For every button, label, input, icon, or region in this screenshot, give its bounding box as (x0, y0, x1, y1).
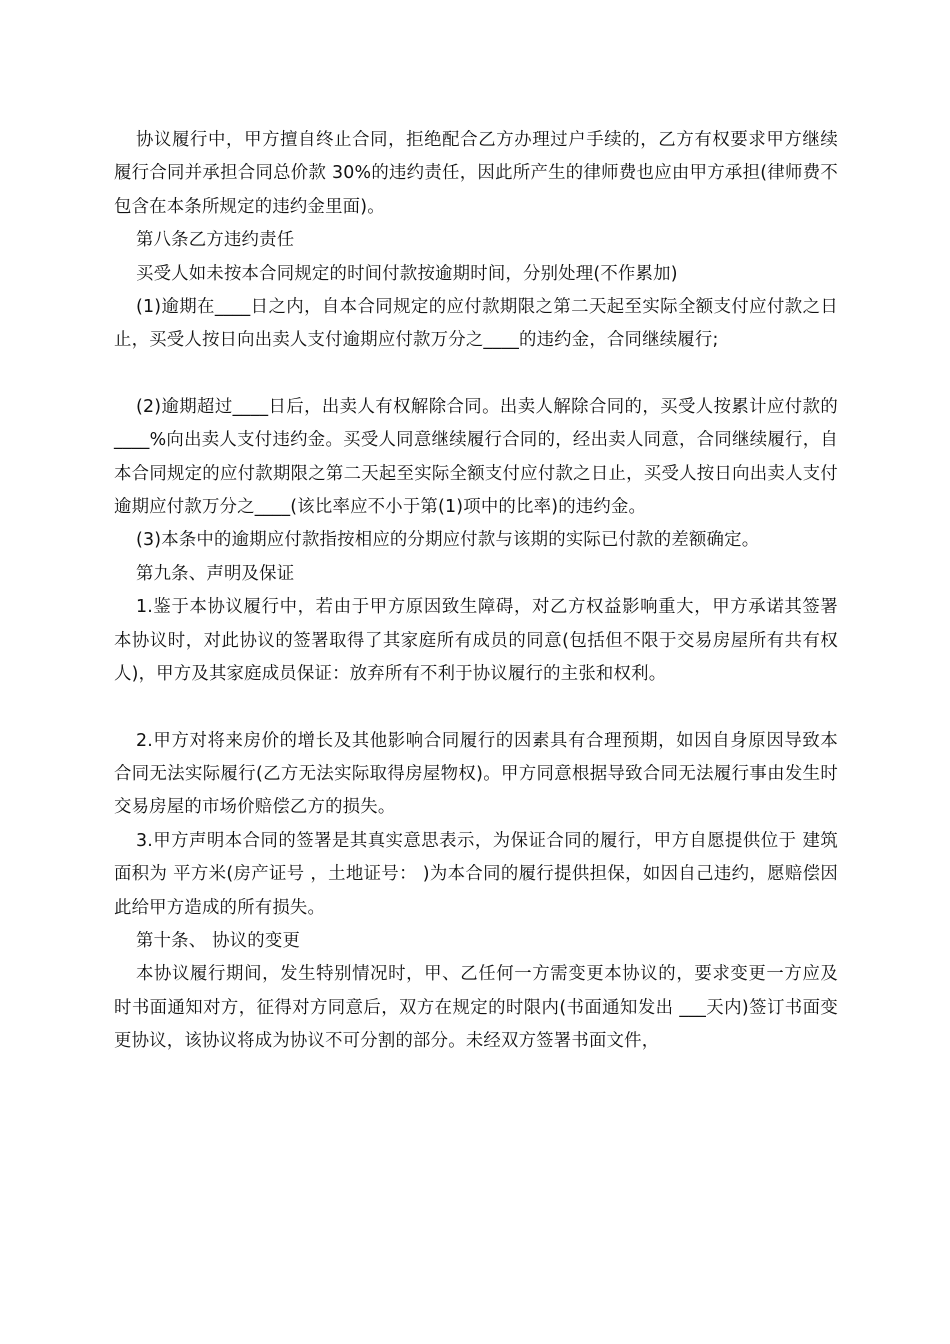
paragraph-clause-1: (1)逾期在____日之内，自本合同规定的应付款期限之第二天起至实际全额支付应付款之日止，买受人按日向出卖人支付逾期应付款万分之____的违约金，合同继续履行; (114, 297, 838, 351)
paragraph-agreement-change: 本协议履行期间，发生特别情况时，甲、乙任何一方需变更本协议的，要求变更一方应及时书面通知对方，征得对方同意后，双方在规定的时限内(书面通知发出 ___天内)签订书面变更协议，该协议将成为协议不可分割的部分。未经双方签署书面文件， (114, 964, 838, 1052)
spacer (114, 692, 838, 725)
paragraph-buyer-late-payment: 买受人如未按本合同规定的时间付款按逾期时间，分别处理(不作累加) (136, 263, 678, 284)
document-page (114, 124, 838, 1059)
paragraph-clause-3: (3)本条中的逾期应付款指按相应的分期应付款与该期的实际已付款的差额确定。 (136, 530, 760, 551)
paragraph-declaration-1: 1.鉴于本协议履行中，若由于甲方原因致生障碍，对乙方权益影响重大，甲方承诺其签署本协议时，对此协议的签署取得了其家庭所有成员的同意(包括但不限于交易房屋所有共有权人)，甲方及其家庭成员保证：放弃所有不利于协议履行的主张和权利。 (114, 597, 838, 685)
heading-article-9: 第九条、声明及保证 (136, 563, 295, 584)
paragraph-clause-2: (2)逾期超过____日后，出卖人有权解除合同。出卖人解除合同的，买受人按累计应付款的____%向出卖人支付违约金。买受人同意继续履行合同的，经出卖人同意，合同继续履行，自本合同规定的应付款期限之第二天起至实际全额支付应付款之日止，买受人按日向出卖人支付逾期应付款万分之____(该比率应不小于第(1)项中的比率)的违约金。 (114, 396, 838, 518)
spacer (114, 358, 838, 391)
paragraph-breach-party-a: 协议履行中，甲方擅自终止合同，拒绝配合乙方办理过户手续的，乙方有权要求甲方继续履行合同并承担合同总价款 30%的违约责任，因此所产生的律师费也应由甲方承担(律师费不包含在本条所规定的违约金里面)。 (114, 130, 838, 217)
heading-article-10: 第十条、 协议的变更 (136, 930, 301, 951)
paragraph-declaration-3: 3.甲方声明本合同的签署是其真实意思表示，为保证合同的履行，甲方自愿提供位于 建筑面积为 平方米(房产证号 ，土地证号： )为本合同的履行提供担保，如因自己违约，愿赔偿因此给甲方造成的所有损失。 (114, 830, 838, 918)
heading-article-8: 第八条乙方违约责任 (136, 230, 295, 251)
paragraph-declaration-2: 2.甲方对将来房价的增长及其他影响合同履行的因素具有合理预期，如因自身原因导致本合同无法实际履行(乙方无法实际取得房屋物权)。甲方同意根据导致合同无法履行事由发生时交易房屋的市场价赔偿乙方的损失。 (114, 730, 838, 818)
